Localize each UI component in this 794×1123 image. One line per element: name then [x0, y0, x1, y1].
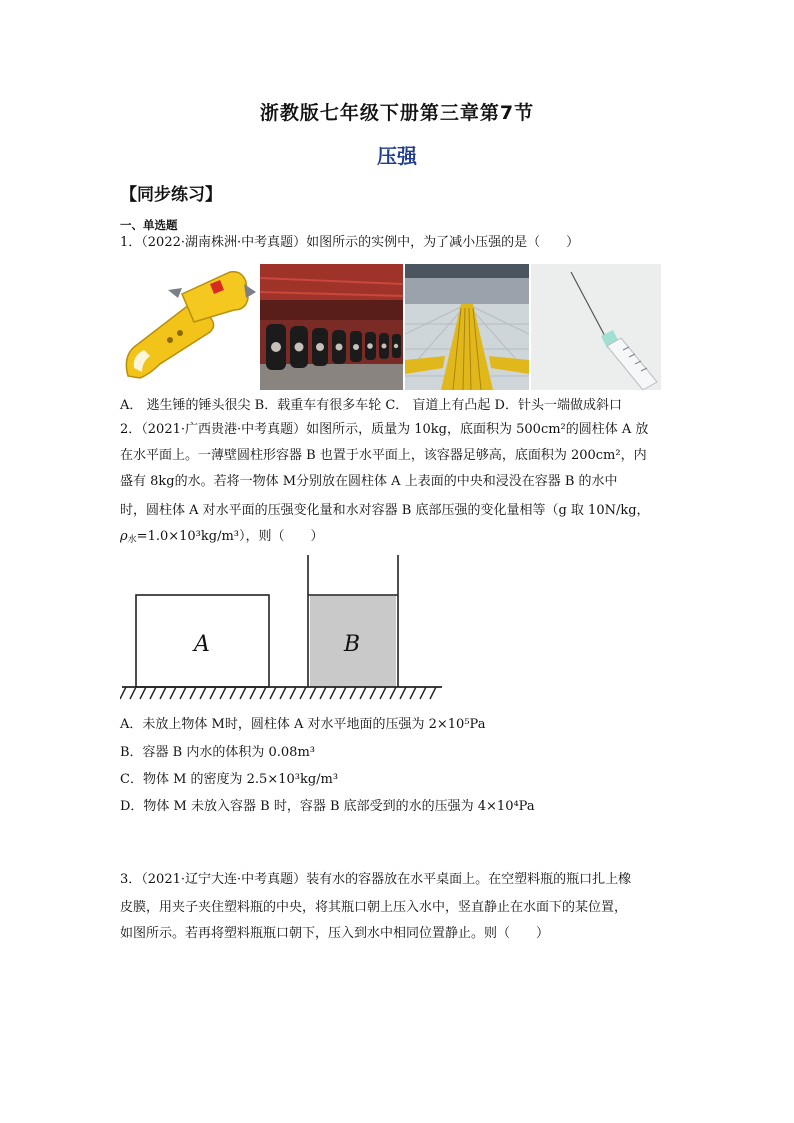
- tactile-paving-photo: [405, 264, 529, 390]
- q2-line-2: 在水平面上。一薄壁圆柱形容器 B 也置于水平面上，该容器足够高，底面积为 200cm²，内: [120, 448, 647, 463]
- q2-option-d: D．物体 M 未放入容器 B 时，容器 B 底部受到的水的压强为 4×10⁴Pa: [120, 799, 535, 814]
- q2-option-a: A．未放上物体 M时，圆柱体 A 对水平地面的压强为 2×10⁵Pa: [120, 717, 486, 732]
- syringe-needle-photo: [531, 264, 661, 390]
- rho-subscript: 水: [127, 535, 137, 545]
- q2-line-5-rest: =1.0×10³kg/m³），则（ ）: [136, 529, 324, 544]
- label-b: B: [343, 632, 361, 657]
- q3-line-2: 皮膜，用夹子夹住塑料瓶的中央，将其瓶口朝上压入水中，竖直静止在水面下的某位置，: [120, 900, 628, 915]
- label-a: A: [194, 632, 210, 657]
- q2-line-3: 盛有 8kg的水。若将一物体 M分别放在圆柱体 A 上表面的中央和浸没在容器 B 的水中: [120, 474, 618, 489]
- section-heading: 【同步练习】: [120, 185, 222, 205]
- cylinder-container-diagram: [120, 555, 445, 705]
- q3-line-1: 3．（2021·辽宁大连·中考真题）装有水的容器放在水平桌面上。在空塑料瓶的瓶口扎上橡: [120, 872, 632, 887]
- q1-options: A． 逃生锤的锤头很尖 B．载重车有很多车轮 C． 盲道上有凸起 D．针头一端做成斜口: [120, 398, 622, 413]
- q2-option-b: B．容器 B 内水的体积为 0.08m³: [120, 745, 315, 760]
- page-subtitle: 压强: [377, 144, 417, 168]
- q2-line-4: 时，圆柱体 A 对水平面的压强变化量和水对容器 B 底部压强的变化量相等（g 取 10N/kg，: [120, 503, 650, 518]
- q3-line-3: 如图所示。若再将塑料瓶瓶口朝下，压入到水中相同位置静止。则（ ）: [120, 926, 550, 941]
- q2-line-5: [120, 528, 680, 549]
- subsection-heading: 一、单选题: [120, 218, 178, 232]
- rho-symbol: ρ: [120, 529, 128, 544]
- page-title: 浙教版七年级下册第三章第7节: [259, 102, 535, 124]
- q1-stem: 1．（2022·湖南株洲·中考真题）如图所示的实例中，为了减小压强的是（ ）: [120, 235, 580, 250]
- truck-wheels-photo: [260, 264, 403, 390]
- hammer-icon: [120, 264, 258, 390]
- q2-line-1: 2．（2021·广西贵港·中考真题）如图所示，质量为 10kg，底面积为 500cm²的圆柱体 A 放: [120, 422, 649, 437]
- q2-option-c: C．物体 M 的密度为 2.5×10³kg/m³: [120, 772, 339, 787]
